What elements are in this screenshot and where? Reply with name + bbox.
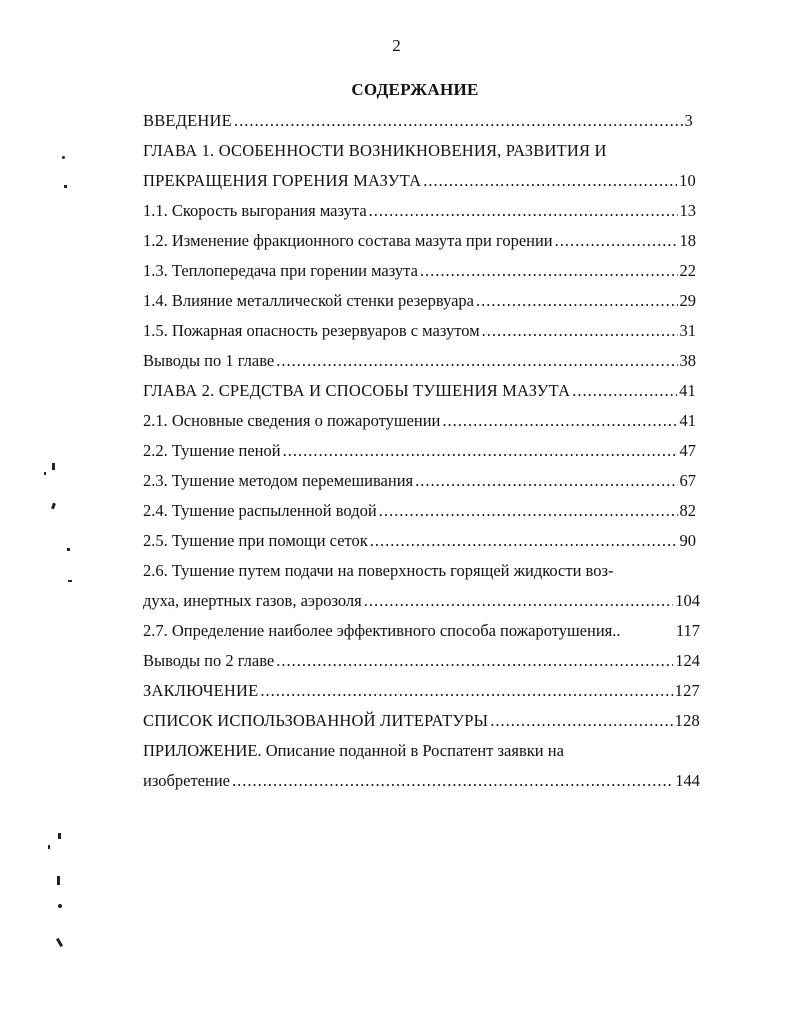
- dot-leader: [420, 261, 678, 281]
- dot-leader: [369, 201, 678, 221]
- scan-speck: [58, 833, 61, 839]
- toc-entry-2-1[interactable]: [143, 411, 696, 441]
- toc-entry-2-5[interactable]: [143, 531, 696, 561]
- toc-entry-label: 2.3. Тушение методом перемешивания: [143, 471, 414, 490]
- toc-entry-page: 29: [679, 291, 696, 310]
- toc-entry-introduction[interactable]: [143, 111, 693, 141]
- toc-entry-page: 3: [684, 111, 693, 130]
- toc-entry-page: 67: [679, 471, 696, 490]
- toc-entry-2-6-line1[interactable]: 2.6. Тушение путем подачи на поверхность горящей жидкости воз-: [143, 561, 614, 580]
- toc-entry-label: ВВЕДЕНИЕ: [143, 111, 232, 130]
- toc-entry-1-5[interactable]: [143, 321, 696, 351]
- toc-entry-page: 47: [679, 441, 696, 460]
- toc-entry-references[interactable]: [143, 711, 700, 741]
- scan-speck: [58, 904, 62, 908]
- toc-entry-label: ГЛАВА 2. СРЕДСТВА И СПОСОБЫ ТУШЕНИЯ МАЗУТА: [143, 381, 571, 400]
- toc-entry-label: 2.5. Тушение при помощи сеток: [143, 531, 368, 550]
- toc-entry-label: Выводы по 2 главе: [143, 651, 275, 670]
- scan-speck: [67, 548, 70, 551]
- toc-entry-page: 10: [679, 171, 696, 190]
- toc-entry-chapter-1-heading-line1[interactable]: ГЛАВА 1. ОСОБЕННОСТИ ВОЗНИКНОВЕНИЯ, РАЗВИТИЯ И: [143, 141, 607, 160]
- dot-leader: [482, 321, 678, 341]
- scan-speck: [44, 472, 46, 475]
- toc-entry-label: СПИСОК ИСПОЛЬЗОВАННОЙ ЛИТЕРАТУРЫ: [143, 711, 489, 730]
- dot-leader: [572, 381, 677, 401]
- dot-leader: [490, 711, 672, 731]
- toc-entry-label: ЗАКЛЮЧЕНИЕ: [143, 681, 259, 700]
- dot-leader: [423, 171, 677, 191]
- dot-leader: [476, 291, 677, 311]
- toc-entry-label: 1.1. Скорость выгорания мазута: [143, 201, 367, 220]
- toc-entry-page: 38: [679, 351, 696, 370]
- toc-entry-appendix-line1[interactable]: ПРИЛОЖЕНИЕ. Описание поданной в Роспатент заявки на: [143, 741, 564, 760]
- toc-entry-appendix[interactable]: [143, 771, 700, 801]
- dot-leader: [276, 651, 673, 671]
- scan-speck: [48, 845, 50, 849]
- scan-speck: [64, 185, 67, 188]
- dot-leader: [370, 531, 678, 551]
- toc-entry-label: 2.1. Основные сведения о пожаротушении: [143, 411, 441, 430]
- toc-entry-1-4[interactable]: [143, 291, 696, 321]
- toc-entry-1-1[interactable]: [143, 201, 696, 231]
- toc-entry-page: 90: [679, 531, 696, 550]
- toc-entry-page: 117: [675, 621, 700, 640]
- toc-entry-label: 1.2. Изменение фракционного состава мазута при горении: [143, 231, 553, 250]
- toc-entry-2-3[interactable]: [143, 471, 696, 501]
- toc-entry-page: 22: [679, 261, 696, 280]
- toc-entry-2-4[interactable]: [143, 501, 696, 531]
- toc-entry-label: изобретение: [143, 771, 230, 790]
- toc-entry-page: 128: [674, 711, 700, 730]
- toc-entry-conclusion[interactable]: [143, 681, 700, 711]
- toc-entry-page: 31: [679, 321, 696, 340]
- toc-entry-page: 82: [679, 501, 696, 520]
- toc-entry-page: 41: [679, 381, 696, 400]
- toc-entry-page: 104: [675, 591, 700, 610]
- dot-leader: [283, 441, 678, 461]
- dot-leader: [232, 771, 673, 791]
- toc-entry-page: 124: [675, 651, 700, 670]
- scan-speck: [62, 156, 65, 159]
- toc-entry-label: 2.7. Определение наиболее эффективного способа пожаротушения..: [143, 621, 621, 640]
- toc-entry-page: 13: [679, 201, 696, 220]
- toc-entry-label: 1.5. Пожарная опасность резервуаров с мазутом: [143, 321, 480, 340]
- toc-entry-label: 1.3. Теплопередача при горении мазута: [143, 261, 418, 280]
- scan-speck: [56, 938, 63, 947]
- toc-entry-2-2[interactable]: [143, 441, 696, 471]
- toc-entry-label: 1.4. Влияние металлической стенки резервуара: [143, 291, 475, 310]
- dot-leader: [276, 351, 677, 371]
- toc-entry-1-2[interactable]: [143, 231, 696, 261]
- toc-entry-page: 41: [679, 411, 696, 430]
- toc-entry-page: 18: [679, 231, 696, 250]
- toc-entry-page: 127: [674, 681, 700, 700]
- dot-leader: [555, 231, 678, 251]
- dot-leader: [379, 501, 678, 521]
- dot-leader: [442, 411, 677, 431]
- toc-entry-chapter-1[interactable]: [143, 171, 696, 201]
- toc-title: СОДЕРЖАНИЕ: [351, 80, 479, 99]
- page-number: 2: [392, 36, 401, 55]
- toc-entry-2-6[interactable]: [143, 591, 700, 621]
- scan-speck: [52, 463, 55, 470]
- toc-entry-label: духа, инертных газов, аэрозоля: [143, 591, 362, 610]
- scan-speck: [57, 876, 60, 885]
- toc-entry-label: Выводы по 1 главе: [143, 351, 275, 370]
- dot-leader: [234, 111, 683, 131]
- toc-entry-chapter-1-conclusions[interactable]: [143, 351, 696, 381]
- toc-entry-2-7[interactable]: [143, 621, 700, 651]
- dot-leader: [364, 591, 673, 611]
- toc-entry-chapter-2-conclusions[interactable]: [143, 651, 700, 681]
- toc-entry-label: 2.2. Тушение пеной: [143, 441, 281, 460]
- dot-leader: [260, 681, 672, 701]
- toc-entry-label: ПРЕКРАЩЕНИЯ ГОРЕНИЯ МАЗУТА: [143, 171, 422, 190]
- scan-speck: [68, 580, 72, 582]
- scan-speck: [51, 503, 56, 510]
- dot-leader: [415, 471, 677, 491]
- toc-entry-page: 144: [675, 771, 700, 790]
- toc-entry-1-3[interactable]: [143, 261, 696, 291]
- toc-entry-label: 2.4. Тушение распыленной водой: [143, 501, 377, 520]
- toc-entry-chapter-2[interactable]: [143, 381, 696, 411]
